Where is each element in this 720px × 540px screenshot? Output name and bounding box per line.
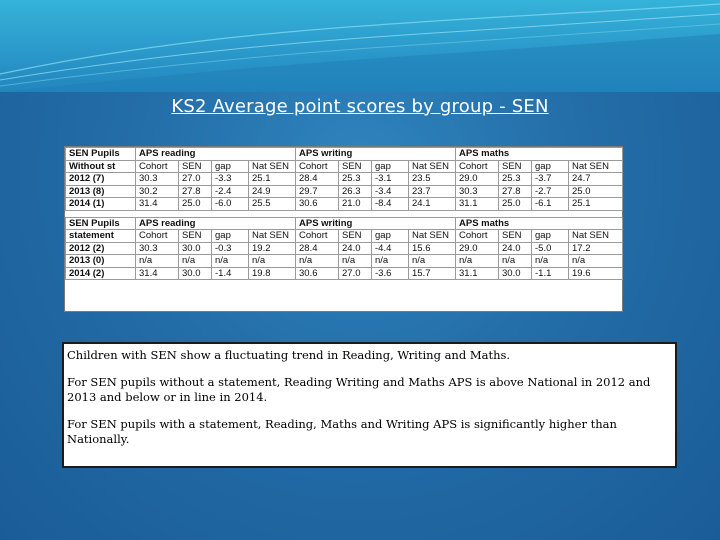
table-column-header: gap	[212, 160, 249, 173]
table-row	[66, 255, 623, 268]
table-column-header: gap	[532, 230, 569, 243]
table-cell: n/a	[499, 255, 532, 268]
table-row	[66, 267, 623, 280]
table-group-header: APS maths	[456, 148, 623, 161]
table-cell: 25.0	[499, 198, 532, 211]
scores-table-container	[64, 146, 623, 312]
table-cell: -3.6	[372, 267, 409, 280]
table-column-header: Nat SEN	[569, 230, 623, 243]
table-cell: 30.3	[136, 173, 179, 186]
table-cell: 24.1	[409, 198, 456, 211]
summary-paragraph-2: For SEN pupils without a statement, Reading Writing and Maths APS is above National in 2012 and 2013 and below or in line in 2014.	[67, 375, 651, 404]
table-cell: n/a	[409, 255, 456, 268]
table-cell: 31.1	[456, 267, 499, 280]
table-cell: 19.2	[249, 242, 296, 255]
table-cell: n/a	[296, 255, 339, 268]
table-cell: -3.4	[372, 185, 409, 198]
table-row	[66, 185, 623, 198]
table-cell: 19.6	[569, 267, 623, 280]
table-cell: n/a	[339, 255, 372, 268]
table-column-header: Cohort	[296, 160, 339, 173]
table-column-header: Nat SEN	[409, 160, 456, 173]
table-cell: -1.1	[532, 267, 569, 280]
table-cell: 15.6	[409, 242, 456, 255]
table-cell: 30.0	[179, 267, 212, 280]
table-column-header: Cohort	[456, 160, 499, 173]
scores-table	[65, 147, 623, 280]
table-cell: 30.6	[296, 198, 339, 211]
table-cell: 25.0	[179, 198, 212, 211]
table-cell: 27.0	[179, 173, 212, 186]
table-column-header: Cohort	[456, 230, 499, 243]
table-cell: 27.0	[339, 267, 372, 280]
table-cell: 24.9	[249, 185, 296, 198]
table-cell: n/a	[569, 255, 623, 268]
table-cell: 17.2	[569, 242, 623, 255]
header-band	[0, 0, 720, 92]
table-column-header: SEN	[499, 160, 532, 173]
table-cell: 31.1	[456, 198, 499, 211]
table-cell: -6.1	[532, 198, 569, 211]
table-cell: 28.4	[296, 173, 339, 186]
table-column-header: Nat SEN	[249, 160, 296, 173]
summary-paragraph-3: For SEN pupils with a statement, Reading, Maths and Writing APS is significantly higher than Nationally.	[67, 417, 617, 446]
table-cell: -0.3	[212, 242, 249, 255]
table-cell: 31.4	[136, 198, 179, 211]
table-column-header: SEN	[339, 160, 372, 173]
table-cell: n/a	[179, 255, 212, 268]
table-cell: -6.0	[212, 198, 249, 211]
table-group-header: APS reading	[136, 217, 296, 230]
table-column-header: gap	[212, 230, 249, 243]
table-cell: 29.0	[456, 173, 499, 186]
table-cell: 25.3	[499, 173, 532, 186]
table-column-header: SEN	[499, 230, 532, 243]
table-column-header: Cohort	[136, 230, 179, 243]
table-group-header-row	[66, 148, 623, 161]
table-cell: 24.0	[499, 242, 532, 255]
table-cell: 23.7	[409, 185, 456, 198]
table-cell: n/a	[532, 255, 569, 268]
table-column-header: Cohort	[296, 230, 339, 243]
table-cell: 25.1	[249, 173, 296, 186]
table-row-label: 2014 (2)	[66, 267, 136, 280]
table-cell: -3.7	[532, 173, 569, 186]
table-cell: -5.0	[532, 242, 569, 255]
table-cell: 27.8	[179, 185, 212, 198]
table-row	[66, 173, 623, 186]
table-group-header-row	[66, 217, 623, 230]
table-group-header: SEN Pupils	[66, 217, 136, 230]
table-cell: 29.0	[456, 242, 499, 255]
table-cell: 30.2	[136, 185, 179, 198]
table-row-label: 2013 (8)	[66, 185, 136, 198]
table-column-header: Nat SEN	[249, 230, 296, 243]
table-cell: -2.7	[532, 185, 569, 198]
table-cell: 25.0	[569, 185, 623, 198]
table-cell: 23.5	[409, 173, 456, 186]
wave-decoration	[0, 0, 720, 92]
table-cell: 30.0	[499, 267, 532, 280]
table-column-header: Nat SEN	[409, 230, 456, 243]
table-cell: n/a	[456, 255, 499, 268]
table-cell: n/a	[136, 255, 179, 268]
table-cell: 25.3	[339, 173, 372, 186]
table-column-header: Without st	[66, 160, 136, 173]
table-cell: 25.5	[249, 198, 296, 211]
table-row	[66, 198, 623, 211]
table-column-header: gap	[372, 160, 409, 173]
table-column-header: statement	[66, 230, 136, 243]
table-row-label: 2014 (1)	[66, 198, 136, 211]
table-column-header-row	[66, 160, 623, 173]
table-group-header: APS maths	[456, 217, 623, 230]
table-cell: 24.0	[339, 242, 372, 255]
table-group-header: APS reading	[136, 148, 296, 161]
table-cell: -2.4	[212, 185, 249, 198]
table-cell: 25.1	[569, 198, 623, 211]
slide-title: KS2 Average point scores by group - SEN	[171, 96, 549, 117]
table-group-header: APS writing	[296, 148, 456, 161]
table-column-header: SEN	[179, 230, 212, 243]
table-column-header-row	[66, 230, 623, 243]
table-cell: 30.0	[179, 242, 212, 255]
table-group-header: APS writing	[296, 217, 456, 230]
table-column-header: Nat SEN	[569, 160, 623, 173]
table-cell: 28.4	[296, 242, 339, 255]
table-cell: 15.7	[409, 267, 456, 280]
table-column-header: Cohort	[136, 160, 179, 173]
table-cell: -3.3	[212, 173, 249, 186]
table-row-label: 2012 (7)	[66, 173, 136, 186]
table-column-header: SEN	[339, 230, 372, 243]
table-row-label: 2012 (2)	[66, 242, 136, 255]
table-cell: n/a	[372, 255, 409, 268]
table-cell: -3.1	[372, 173, 409, 186]
table-cell: 27.8	[499, 185, 532, 198]
table-column-header: SEN	[179, 160, 212, 173]
table-cell: -8.4	[372, 198, 409, 211]
table-cell: 31.4	[136, 267, 179, 280]
table-cell: 24.7	[569, 173, 623, 186]
table-column-header: gap	[372, 230, 409, 243]
table-cell: -1.4	[212, 267, 249, 280]
table-row	[66, 242, 623, 255]
table-cell: 30.3	[456, 185, 499, 198]
table-cell: -4.4	[372, 242, 409, 255]
table-cell: n/a	[212, 255, 249, 268]
table-cell: 30.3	[136, 242, 179, 255]
table-cell: 26.3	[339, 185, 372, 198]
table-cell: 30.6	[296, 267, 339, 280]
table-column-header: gap	[532, 160, 569, 173]
table-group-header: SEN Pupils	[66, 148, 136, 161]
table-cell: 21.0	[339, 198, 372, 211]
table-row-label: 2013 (0)	[66, 255, 136, 268]
table-cell: 29.7	[296, 185, 339, 198]
table-cell: 19.8	[249, 267, 296, 280]
summary-text-box	[62, 342, 677, 468]
summary-paragraph-1: Children with SEN show a fluctuating trend in Reading, Writing and Maths.	[67, 348, 511, 362]
table-cell: n/a	[249, 255, 296, 268]
